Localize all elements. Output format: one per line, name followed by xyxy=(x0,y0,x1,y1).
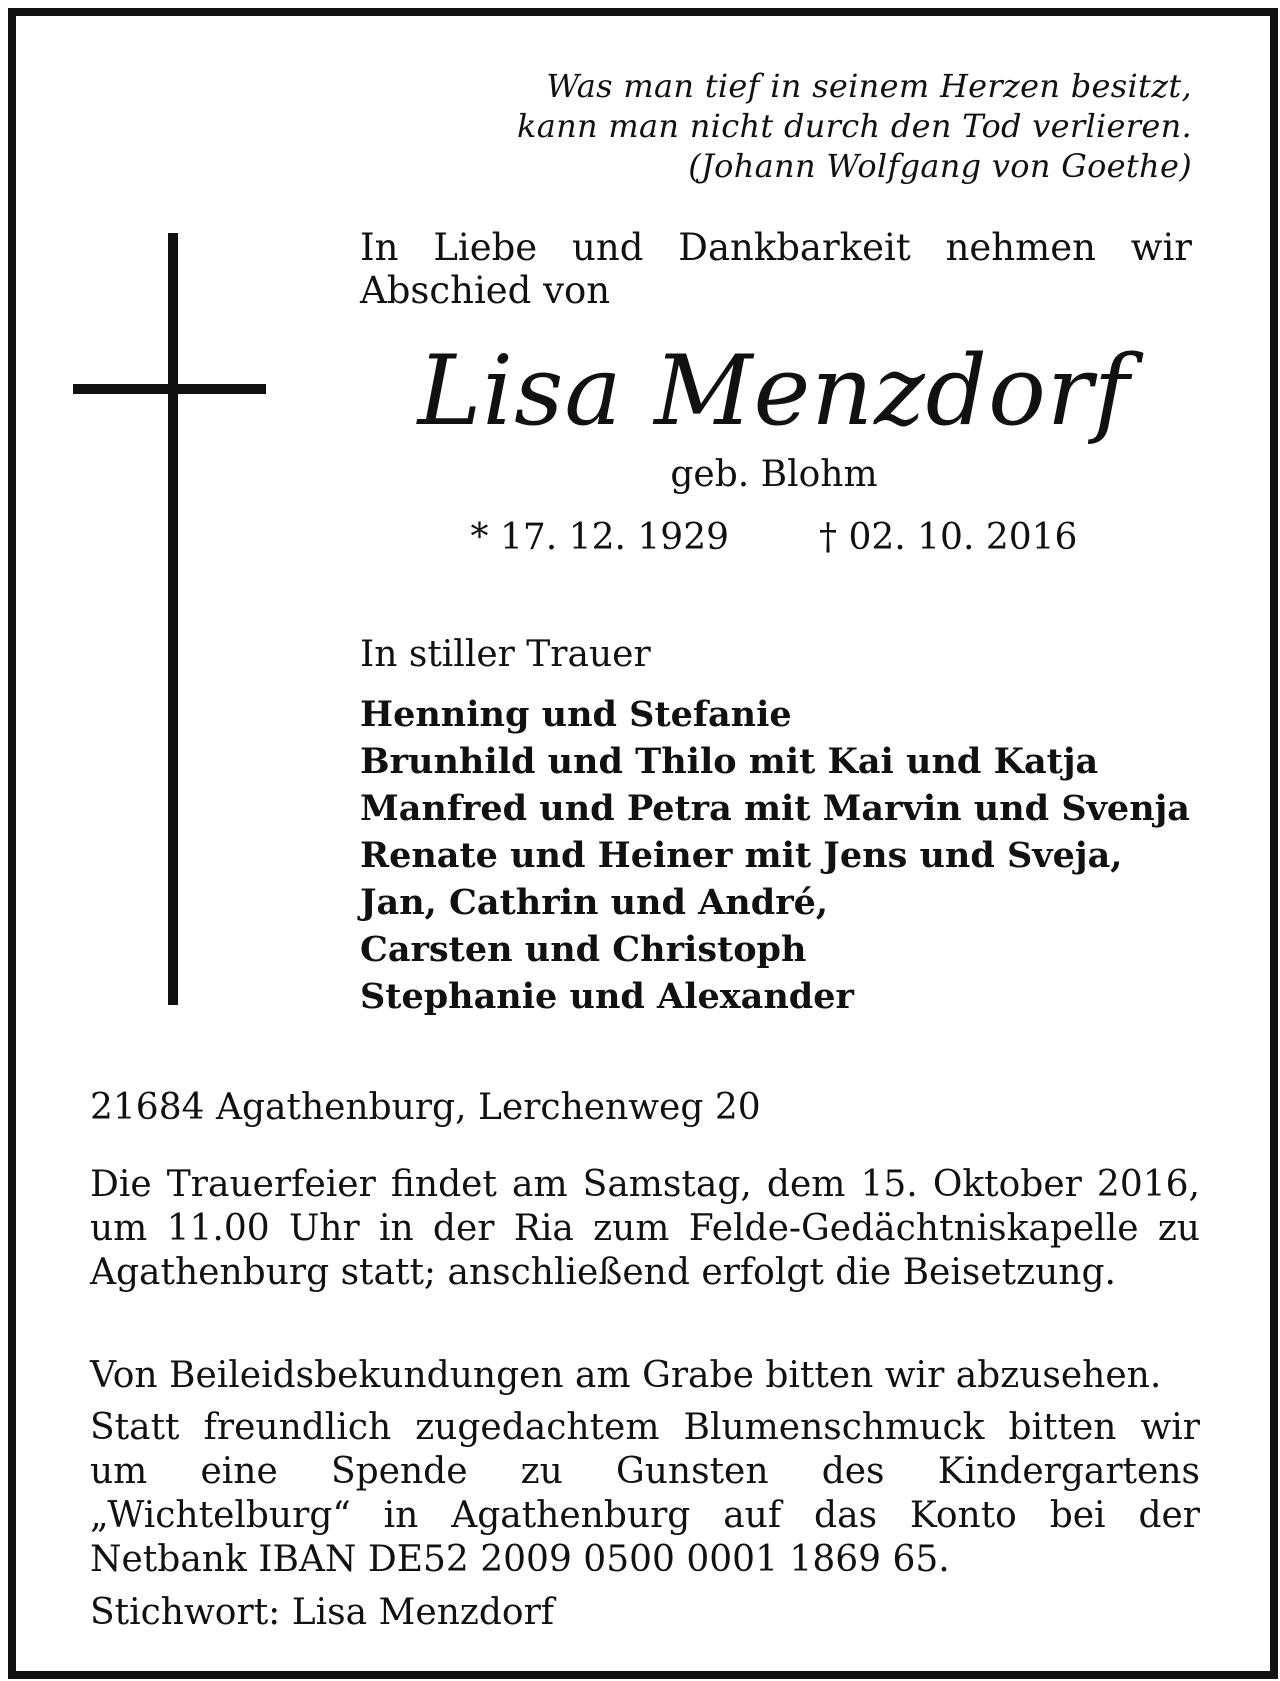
death-date: † 02. 10. 2016 xyxy=(819,517,1078,558)
funeral-text: Die Trauerfeier findet am Samstag, dem 15. Oktober 2016, um 11.00 Uhr in der Ria zum Felde-Gedächtniskapelle zu Agathenburg statt; anschließend erfolgt die Beisetzung. xyxy=(90,1164,1200,1293)
family-line: Brunhild und Thilo mit Kai und Katja xyxy=(360,741,1099,782)
quote-line-2: kann man nicht durch den Tod verlieren. xyxy=(517,107,1192,145)
life-dates xyxy=(356,516,1192,560)
donation-keyword: Stichwort: Lisa Menzdorf xyxy=(90,1592,555,1633)
deceased-name: Lisa Menzdorf xyxy=(417,335,1131,447)
family-line: Jan, Cathrin und André, xyxy=(360,882,829,923)
family-line: Stephanie und Alexander xyxy=(360,976,854,1017)
family-line: Manfred und Petra mit Marvin und Svenja xyxy=(360,788,1190,829)
quote-line-1: Was man tief in seinem Herzen besitzt, xyxy=(546,67,1192,105)
family-line: Renate und Heiner mit Jens und Sveja, xyxy=(360,835,1123,876)
family-line: Henning und Stefanie xyxy=(360,694,792,735)
obituary-content xyxy=(16,16,1270,1671)
cross-icon-horizontal-bar xyxy=(73,384,266,394)
birth-date: * 17. 12. 1929 xyxy=(470,517,729,558)
condolence-text: Von Beileidsbekundungen am Grabe bitten wir abzusehen. xyxy=(90,1355,1162,1396)
obituary-frame xyxy=(8,8,1278,1679)
quote-author: (Johann Wolfgang von Goethe) xyxy=(688,147,1192,185)
goethe-quote xyxy=(472,66,1192,186)
donation-text: Statt freundlich zugedachtem Blumenschmuck bitten wir um eine Spende zu Gunsten des Kindergartens „Wichtelburg“ in Agathenburg auf das Konto bei der Netbank IBAN DE52 2009 0500 0001 1869 65. xyxy=(90,1407,1200,1580)
intro-text: In Liebe und Dankbarkeit nehmen wir Abschied von xyxy=(360,226,1192,312)
family-list xyxy=(360,691,1200,1020)
cross-icon-vertical-bar xyxy=(168,233,178,1005)
maiden-name: geb. Blohm xyxy=(670,454,878,495)
mourning-label: In stiller Trauer xyxy=(360,634,651,675)
address: 21684 Agathenburg, Lerchenweg 20 xyxy=(90,1087,761,1128)
family-line: Carsten und Christoph xyxy=(360,929,807,970)
